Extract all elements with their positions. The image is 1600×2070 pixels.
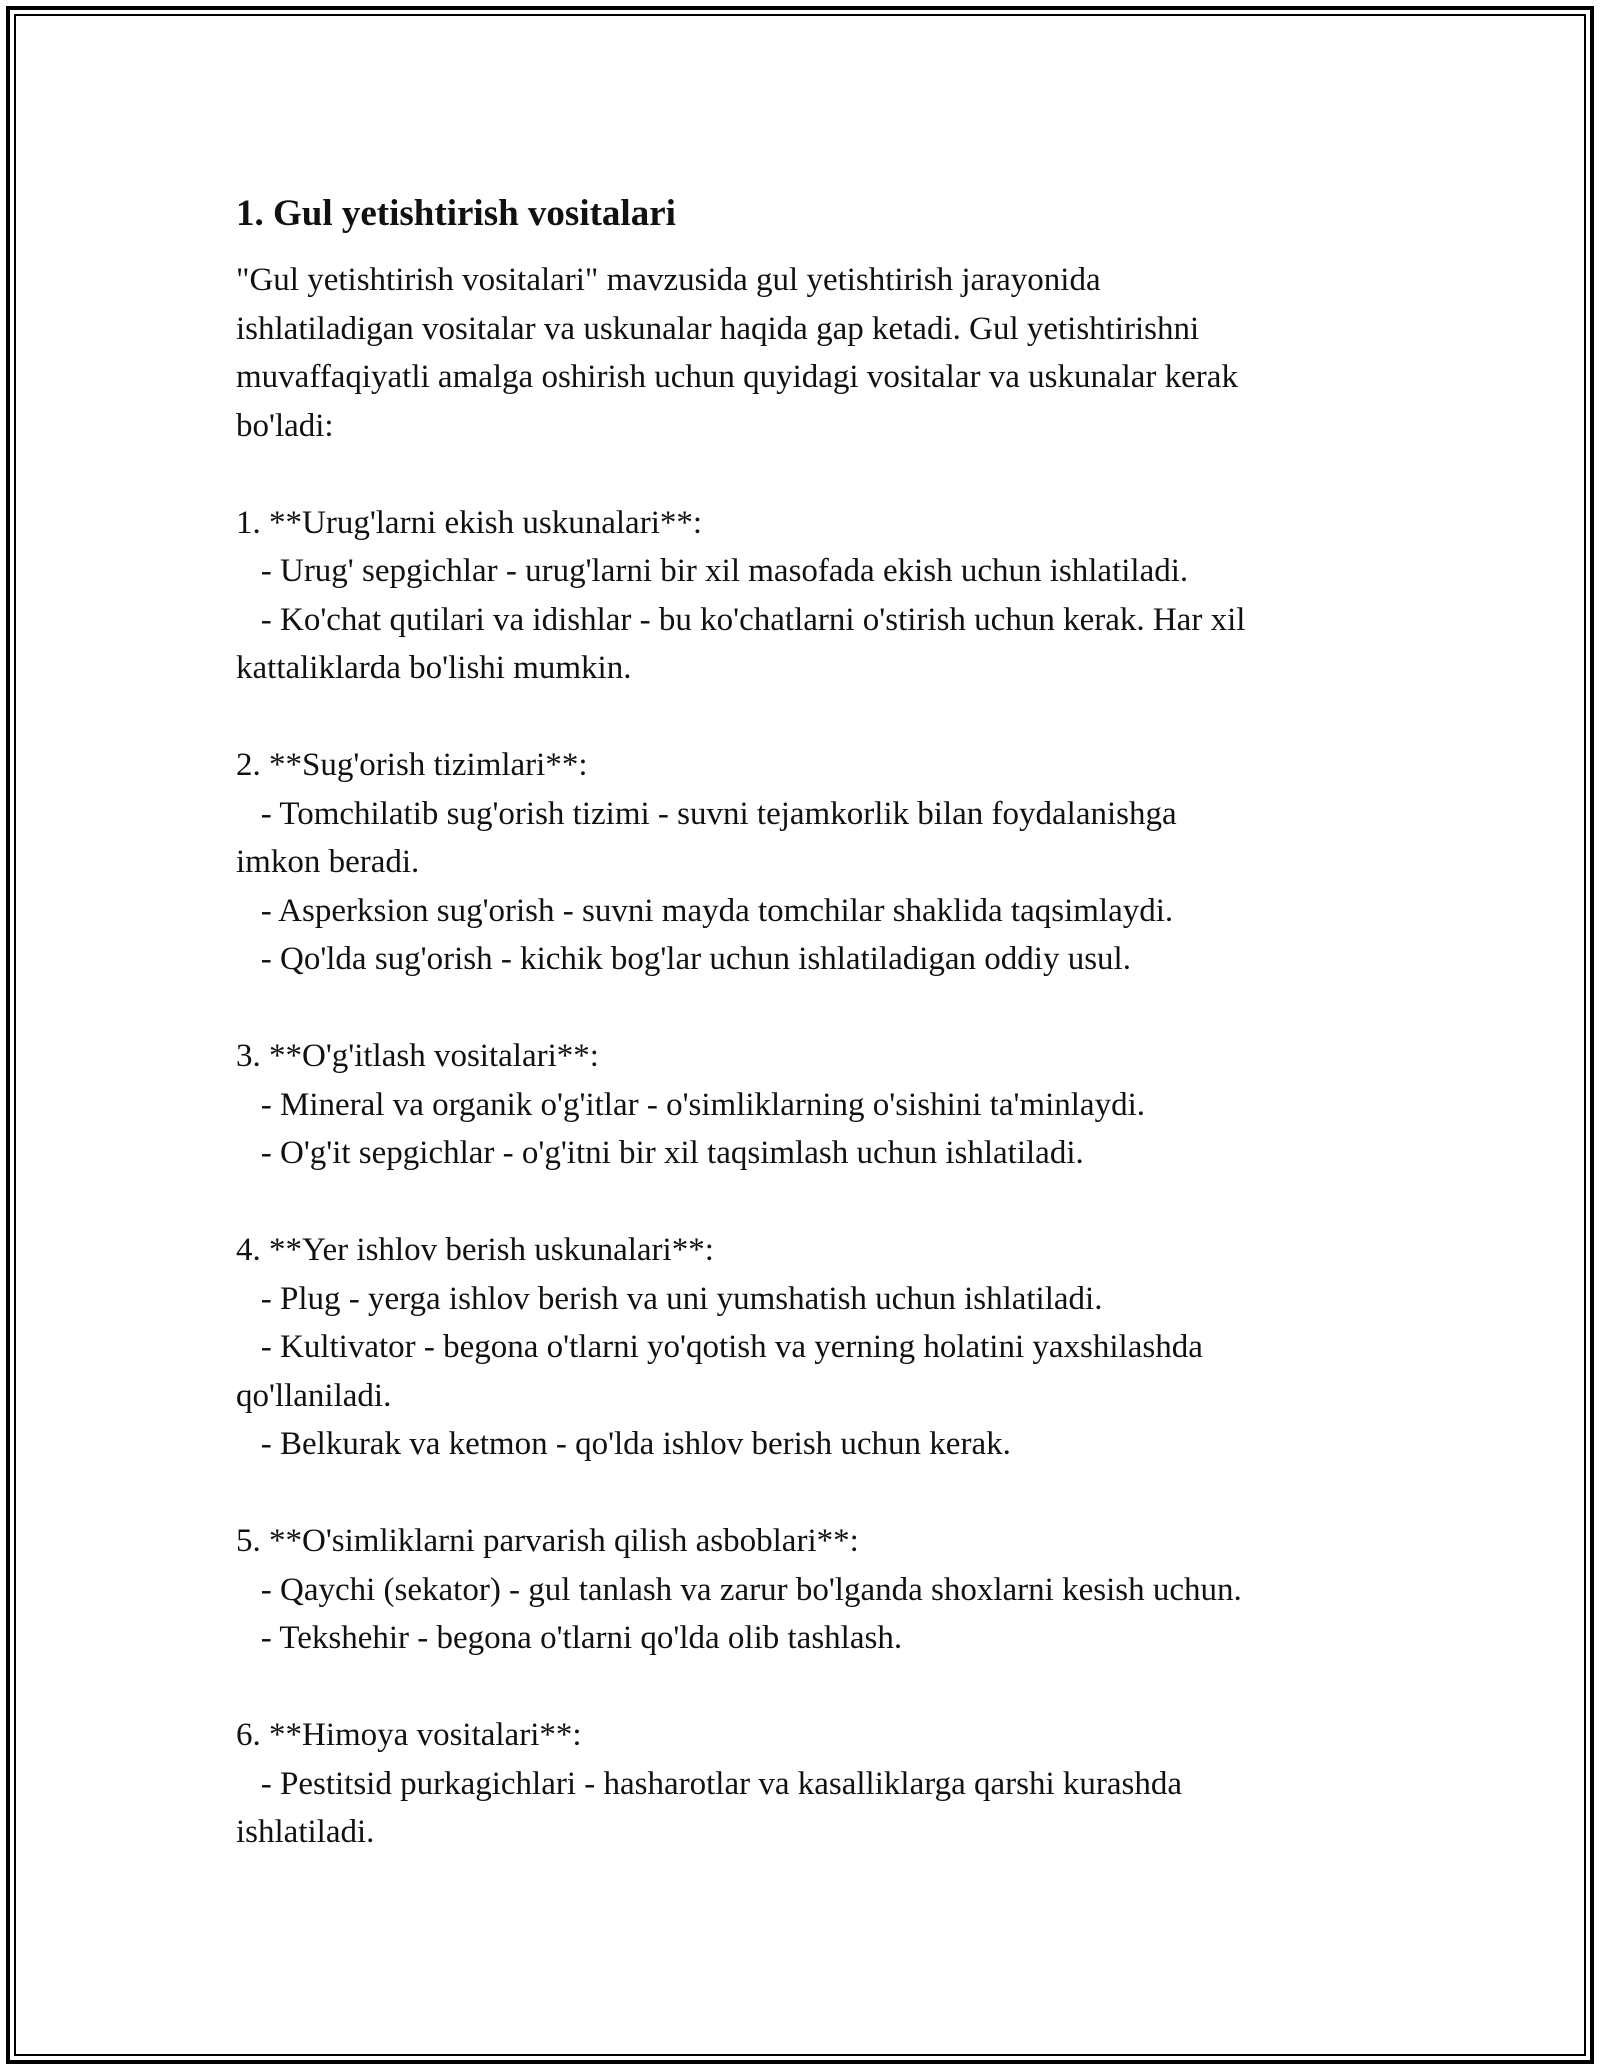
document-content: [236, 184, 1376, 1857]
section-body-text: "Gul yetishtirish vositalari" mavzusida gul yetishtirish jarayonida ishlatiladigan vositalar va uskunalar haqida gap ketadi. Gul yetishtirishni muvaffaqiyatli amalga oshirish uchun quyidagi vositalar va uskunalar kerak bo'ladi: 1. **Urug'larni ekish uskunalari**: - Urug' sepgichlar - urug'larni bir xil masofada ekish uchun ishlatiladi. - Ko'chat qutilari va idishlar - bu ko'chatlarni o'stirish uchun kerak. Har xil kattaliklarda bo'lishi mumkin. 2. **Sug'orish tizimlari**: - Tomchilatib sug'orish tizimi - suvni tejamkorlik bilan foydalanishga imkon beradi. - Asperksion sug'orish - suvni mayda tomchilar shaklida taqsimlaydi. - Qo'lda sug'orish - kichik bog'lar uchun ishlatiladigan oddiy usul. 3. **O'g'itlash vositalari**: - Mineral va organik o'g'itlar - o'simliklarning o'sishini ta'minlaydi. - O'g'it sepgichlar - o'g'itni bir xil taqsimlash uchun ishlatiladi. 4. **Yer ishlov berish uskunalari**: - Plug - yerga ishlov berish va uni yumshatish uchun ishlatiladi. - Kultivator - begona o'tlarni yo'qotish va yerning holatini yaxshilashda qo'llaniladi. - Belkurak va ketmon - qo'lda ishlov berish uchun kerak. 5. **O'simliklarni parvarish qilish asboblari**: - Qaychi (sekator) - gul tanlash va zarur bo'lganda shoxlarni kesish uchun. - Tekshehir - begona o'tlarni qo'lda olib tashlash. 6. **Himoya vositalari**: - Pestitsid purkagichlari - hasharotlar va kasalliklarga qarshi kurashda ishlatiladi.: [236, 262, 1246, 1850]
section-heading: 1. Gul yetishtirish vositalari: [236, 193, 676, 234]
